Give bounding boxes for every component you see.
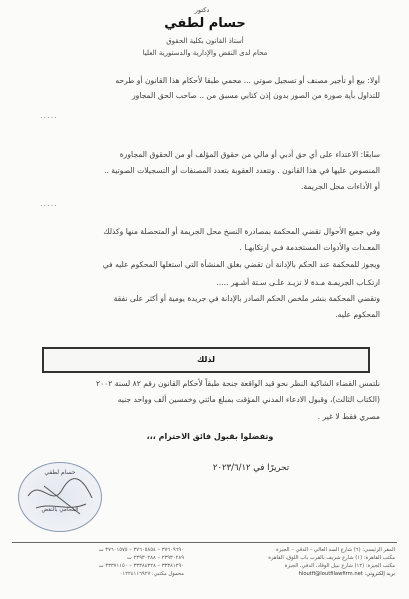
header-title: دكتور [194,6,210,14]
para3-line5: وتقضي المحكمة بنشر ملخص الحكم الصادر بالإدانة في جريدة يومية أو أكثر على نفقة [113,294,380,303]
footer-rule [12,542,397,543]
ellipsis-1: ..... [40,111,58,120]
ellipsis-2: ..... [40,199,58,208]
para1-line1: أولا: بيع أو تأجير مصنف أو تسجيل صوتي ... محمي طبقا لأحكام هذا القانون أو طرحه [115,76,380,85]
para2-line2: المنصوص عليها في هذا القانون . وتتعدد العقوبة بتعدد المصنفات أو التسجيلات الصوتية .. [104,166,380,175]
footer-phones-giza: ٣٣٣٨١٢٩٠ – ٣٣٣٨٤٣٢٨ – ٣٣٣٧١١٥٠ ت [98,563,184,569]
para3-line2: المعـدات والأدوات المستخدمة فـي ارتكابهـا . [239,243,380,252]
para3-line4: ارتكـاب الجريمـة مـدة لا تزيـد علـى سـتة أشـهر ..... [216,278,380,287]
stamp-title: المحامي بالنقض [41,507,79,513]
para1-line2: للتداول بأية صورة من الصور بدون إذن كتابي مسبق من .. صاحب الحق المجاور [131,91,380,100]
request-line3: مصري فقط لا غير . [317,412,380,421]
request-line1: نلتمس القضاء الشاكية النظر نحو قيد الواقعة جنحة طبقاً لأحكام القانون رقم ٨٢ لسنة ٢٠٠٢ [96,379,380,388]
author-role: أستاذ القانون بكلية الحقوق [166,37,244,45]
para3-line1: وفي جميع الأحوال تقضي المحكمة بمصادرة النسخ محل الجريمة أو المتحصلة منها وكذلك [103,227,380,236]
author-bar: محام لدى النقض والإدارية والدستورية العليا [142,49,268,57]
conclusion-box [42,347,370,373]
footer-address-cairo: مكتب القاهرة: (١) شارع شريف بالقرب باب اللوق، القاهرة [268,555,395,561]
footer-address-giza: مكتب الجيزة: (١٢) شارع نبيل الوقاد، الدقي، الجيزة [284,563,395,569]
footer-phones-cairo: ٢٣٩٣٠٢٨٩ – ٢٣٩٣٠٢٨٨ ت [126,555,184,561]
footer-phones-main: ٣٧٦٠٩٦٩٠ – ٣٧٦٠٥٨٥٤ – ٣٧٦٠١٥٧٥ ت [98,547,184,553]
author-name: حسام لطفي [164,16,246,31]
para3-line6: المحكوم عليه. [335,310,380,319]
closing-line: وتفضلوا بقبول فائق الاحترام ،،، [146,432,274,441]
footer-address-main: المقر الرئيسي: (٦) شارع السد العالي – الدقي – الجيزة [276,547,395,553]
footer-email: بريد إلكتروني: hloutfi@loutfilawfirm.net [298,571,395,577]
date-line: تحريرًا في ٢٠٢٣/٦/١٢ [212,463,290,473]
request-line2: (الكتاب الثالث)، وقبول الادعاء المدني المؤقت بمبلغ مائتي وخمسين ألف وواحد جنيه [117,395,380,404]
para2-line3: أو الأداءات محل الجريمة. [300,182,380,191]
conclusion-title: لذلك [196,355,216,364]
stamp-name: حسام لطفي [44,469,76,476]
para2-line1: سابعًا: الاعتداء على أي حق أدبي أو مالي من حقوق المؤلف أو من الحقوق المجاورة [119,150,380,159]
para3-line3: ويجوز للمحكمة عند الحكم بالإدانة أن تقضي بغلق المنشأة التي استغلها المحكوم عليه في [102,260,380,269]
signature [22,468,102,524]
footer-mobile: محمول مكتبي: ٠١٢٢٤١١٦٩٢٧ [119,571,184,577]
